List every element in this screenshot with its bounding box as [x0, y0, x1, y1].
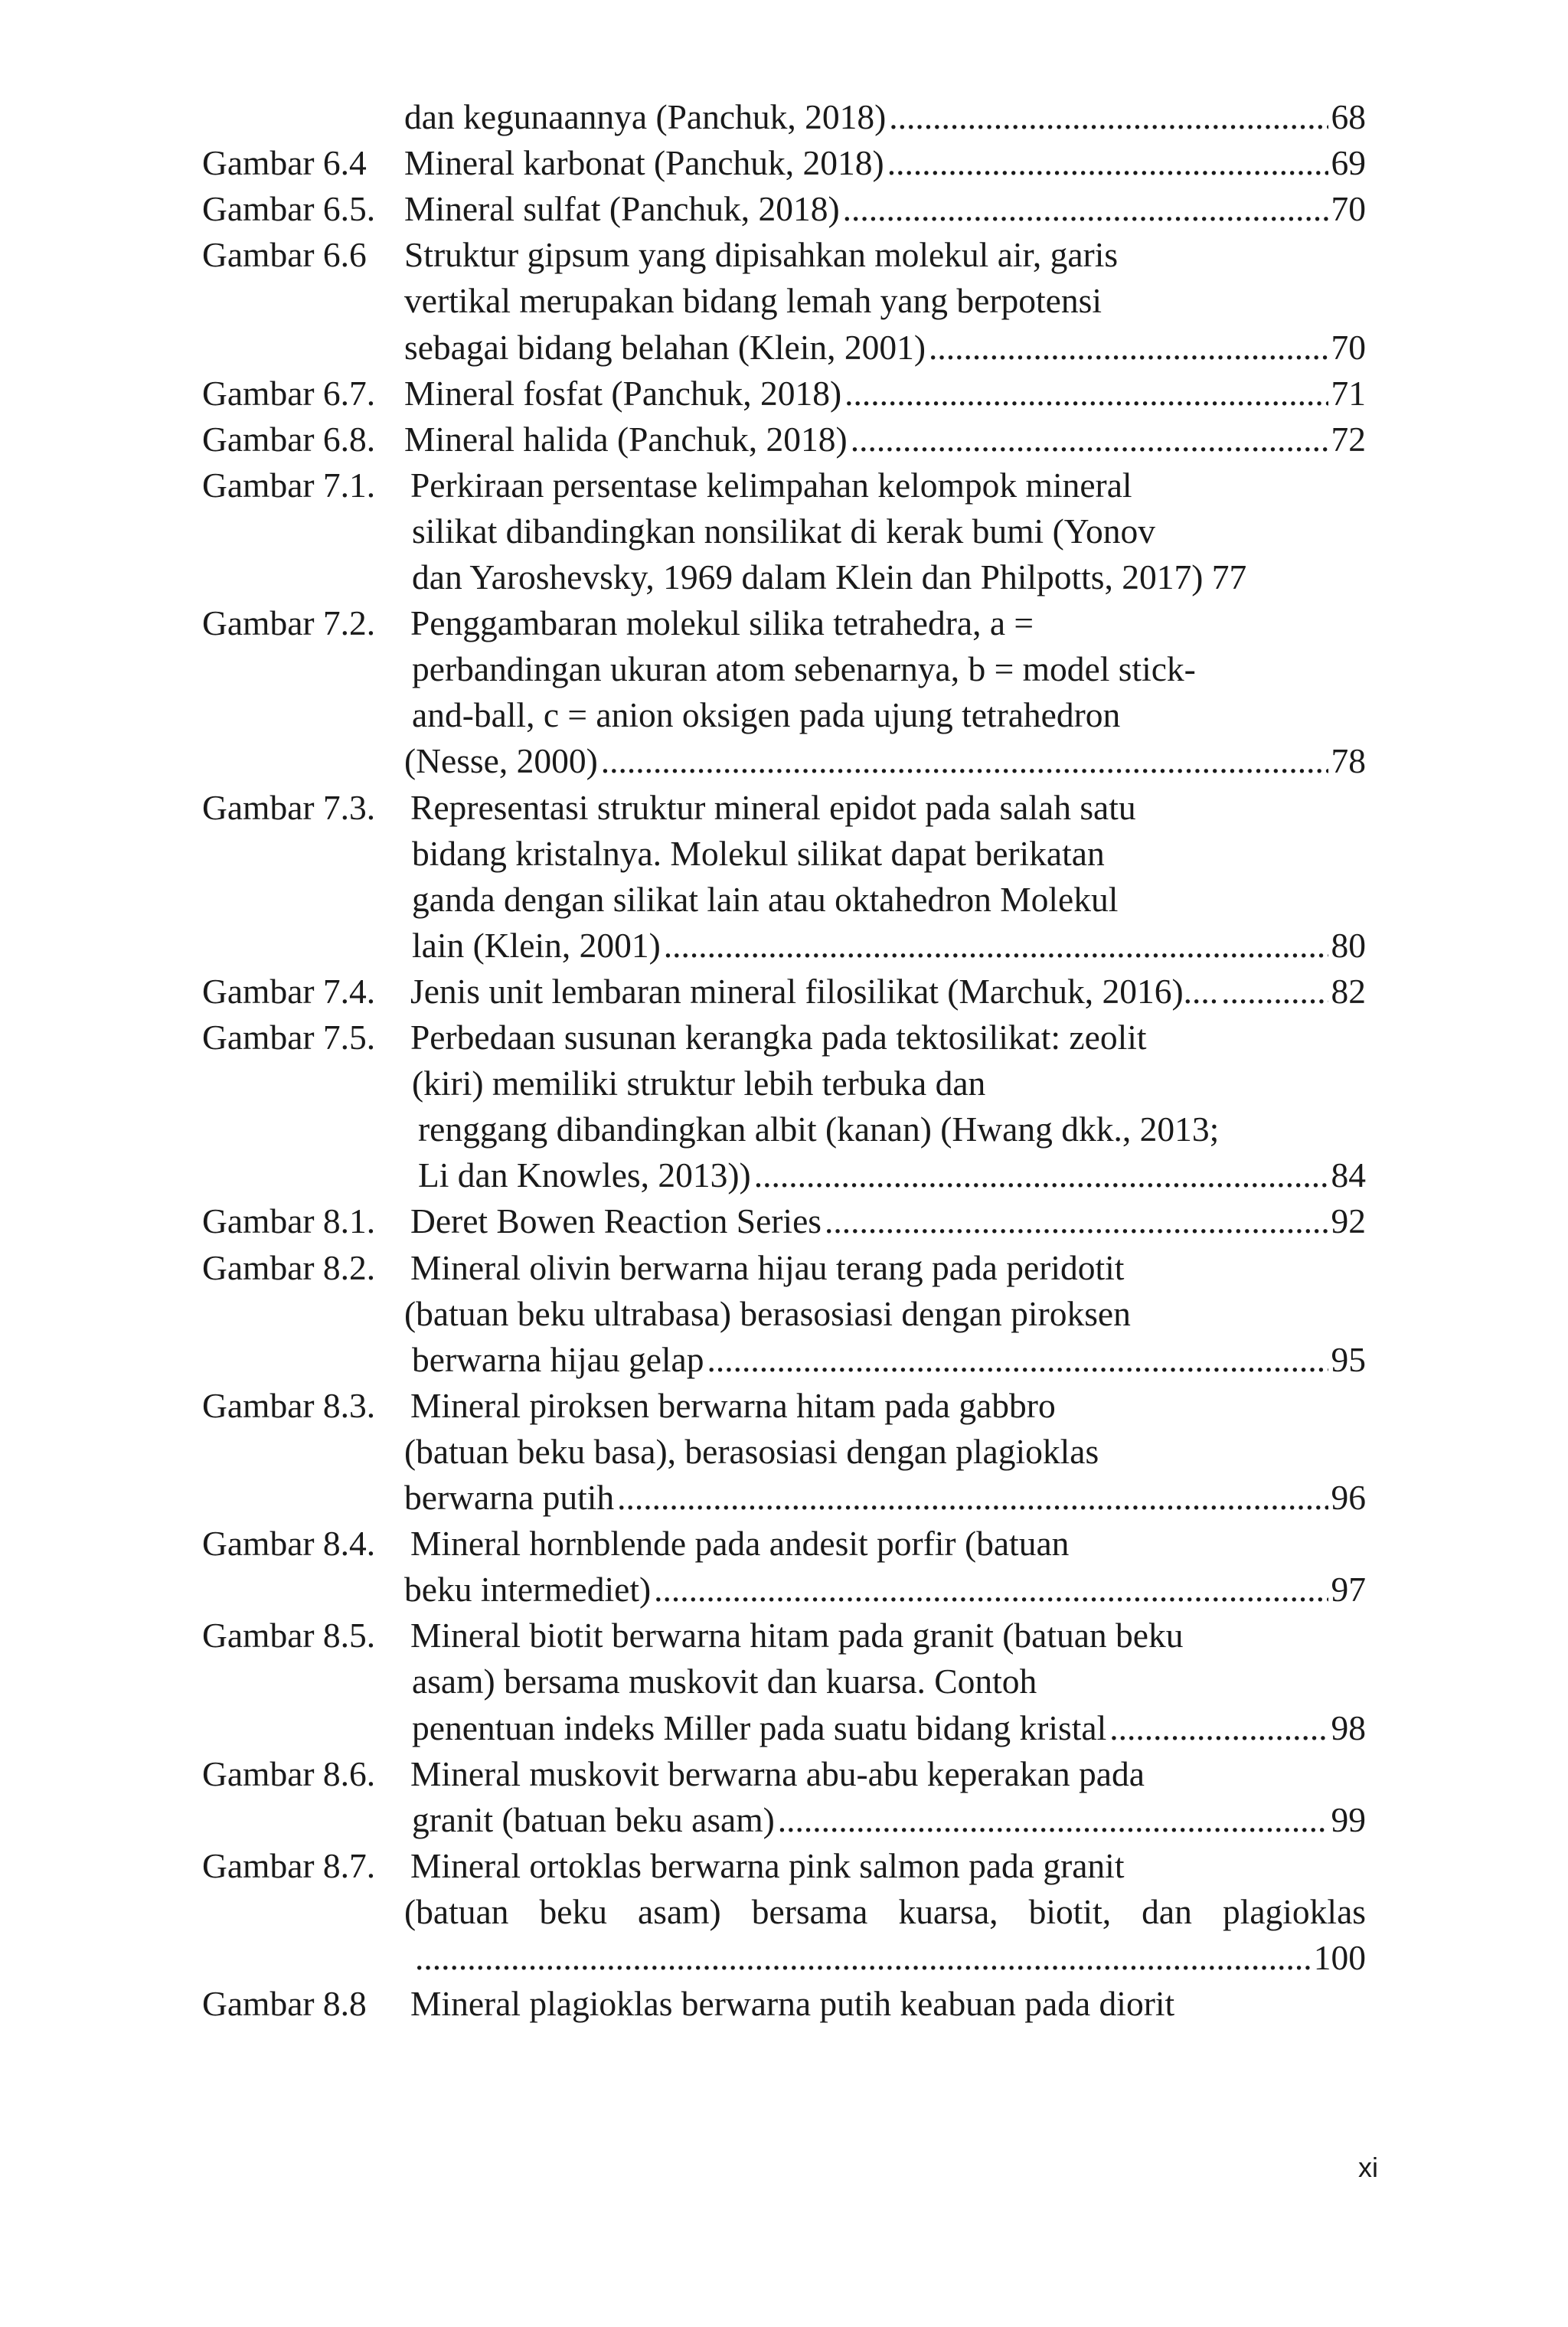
figure-label: Gambar 6.7. [202, 374, 376, 413]
toc-entry-line [202, 786, 1366, 830]
figure-caption: beku intermediet) [404, 1570, 652, 1609]
figure-caption: granit (batuan beku asam) [412, 1800, 775, 1839]
toc-entry-line [202, 1706, 1366, 1750]
toc-entry-line [202, 1430, 1366, 1474]
toc-entry-line [202, 141, 1366, 185]
toc-entry-line [202, 1153, 1366, 1198]
figure-caption: ganda dengan silikat lain atau oktahedron Molekul [412, 880, 1119, 919]
figure-caption: Perkiraan persentase kelimpahan kelompok mineral [410, 466, 1132, 505]
figure-caption: Mineral fosfat (Panchuk, 2018) [404, 374, 842, 413]
page-reference: 98 [1331, 1708, 1366, 1747]
figure-label: Gambar 7.3. [202, 788, 376, 827]
toc-entry-line [202, 1659, 1366, 1704]
page-reference: 71 [1331, 374, 1366, 413]
figure-caption: Mineral muskovit berwarna abu-abu keperakan pada [410, 1754, 1145, 1793]
figure-caption: Mineral karbonat (Panchuk, 2018) [404, 143, 884, 182]
page-reference: 70 [1331, 328, 1366, 367]
dot-leader [415, 1936, 1311, 1980]
toc-entry-line [202, 187, 1366, 231]
figure-caption: Mineral olivin berwarna hijau terang pada peridotit [410, 1248, 1125, 1287]
toc-entry-line [202, 693, 1366, 737]
figure-caption: (batuan beku basa), berasosiasi dengan plagioklas [404, 1432, 1099, 1471]
page-reference: 70 [1331, 189, 1366, 228]
dot-leader [754, 1153, 1328, 1198]
toc-leader-row [410, 969, 1366, 1014]
page-reference: 92 [1331, 1201, 1366, 1240]
toc-entry-line [202, 739, 1366, 783]
toc-leader-row [404, 95, 1366, 139]
figure-label: Gambar 6.6 [202, 235, 367, 274]
figure-label: Gambar 6.8. [202, 420, 376, 459]
figure-caption: Deret Bowen Reaction Series [410, 1201, 822, 1240]
toc-entry-line [202, 1015, 1366, 1060]
toc-entry-line [202, 555, 1366, 600]
page-reference: 69 [1331, 143, 1366, 182]
toc-entry-line [202, 1752, 1366, 1796]
toc-entry-line [202, 325, 1366, 370]
figure-caption: (Nesse, 2000) [404, 741, 598, 780]
toc-entry-line [202, 1338, 1366, 1382]
figure-caption: sebagai bidang belahan (Klein, 2001) [404, 328, 926, 367]
toc-entry-line [202, 1613, 1366, 1658]
toc-leader-row [412, 1338, 1366, 1382]
toc-entry-line [202, 601, 1366, 645]
toc-entry-line [202, 1476, 1366, 1520]
figure-caption: Li dan Knowles, 2013)) [418, 1155, 751, 1195]
figure-label: Gambar 7.5. [202, 1018, 376, 1057]
figure-caption: Mineral halida (Panchuk, 2018) [404, 420, 848, 459]
toc-entry-line [202, 1567, 1366, 1612]
figure-caption: penentuan indeks Miller pada suatu bidang kristal [412, 1708, 1107, 1747]
figure-caption: lain (Klein, 2001) [412, 926, 661, 965]
figure-caption: renggang dibandingkan albit (kanan) (Hwang dkk., 2013; [418, 1110, 1220, 1149]
page-reference: 78 [1331, 741, 1366, 780]
toc-leader-row [412, 1798, 1366, 1842]
toc-entry-line [202, 1890, 1366, 1934]
figure-caption: and-ball, c = anion oksigen pada ujung tetrahedron [412, 695, 1121, 734]
toc-leader-row [412, 1706, 1366, 1750]
toc-entry-line [202, 1521, 1366, 1566]
page-reference: 97 [1331, 1570, 1366, 1609]
toc-leader-row [418, 1153, 1366, 1198]
toc-entry-line [202, 1936, 1366, 1980]
dot-leader [844, 371, 1328, 416]
figure-caption: asam) bersama muskovit dan kuarsa. Contoh [412, 1662, 1037, 1701]
page-reference: 80 [1331, 926, 1366, 965]
figure-caption: Mineral piroksen berwarna hitam pada gabbro [410, 1386, 1056, 1425]
figure-caption: (batuan beku asam) bersama kuarsa, biotit, dan plagioklas [404, 1892, 1366, 1931]
page-reference: 68 [1331, 97, 1366, 136]
figure-caption: Representasi struktur mineral epidot pada salah satu [410, 788, 1136, 827]
toc-leader-row [412, 1936, 1366, 1980]
toc-entry-line [202, 1107, 1366, 1152]
dot-leader [617, 1476, 1328, 1520]
page-reference: 99 [1331, 1800, 1366, 1839]
dot-leader [664, 923, 1328, 968]
toc-entry-line [202, 371, 1366, 416]
figure-caption: silikat dibandingkan nonsilikat di kerak bumi (Yonov [412, 511, 1156, 551]
figure-label: Gambar 8.8 [202, 1984, 367, 2023]
toc-entry-line [202, 1798, 1366, 1842]
toc-leader-row [412, 923, 1366, 968]
figure-label: Gambar 8.1. [202, 1201, 376, 1240]
page-reference: 82 [1331, 972, 1366, 1011]
dot-leader [707, 1338, 1328, 1382]
dot-leader [851, 417, 1328, 462]
toc-leader-row [404, 141, 1366, 185]
toc-leader-row [410, 1199, 1366, 1244]
page-reference: 96 [1331, 1478, 1366, 1517]
dot-leader [601, 739, 1328, 783]
dot-leader [929, 325, 1328, 370]
toc-entry-line [202, 279, 1366, 323]
toc-entry-line [202, 1292, 1366, 1336]
figure-caption: Perbedaan susunan kerangka pada tektosilikat: zeolit [410, 1018, 1147, 1057]
toc-entry-line [202, 647, 1366, 691]
toc-entry-line [202, 1982, 1366, 2026]
toc-entry-line [202, 509, 1366, 554]
dot-leader [778, 1798, 1328, 1842]
toc-entry-line [202, 878, 1366, 922]
toc-leader-row [404, 187, 1366, 231]
dot-leader [889, 95, 1328, 139]
toc-entry-line [202, 95, 1366, 139]
toc-entry-line [202, 417, 1366, 462]
toc-leader-row [404, 325, 1366, 370]
figure-caption: vertikal merupakan bidang lemah yang berpotensi [404, 281, 1102, 320]
dot-leader [1221, 969, 1328, 1014]
toc-leader-row [404, 371, 1366, 416]
toc-leader-row [404, 1476, 1366, 1520]
figure-caption: berwarna putih [404, 1478, 615, 1517]
figure-caption: Mineral ortoklas berwarna pink salmon pada granit [410, 1846, 1125, 1885]
figure-caption: Mineral sulfat (Panchuk, 2018) [404, 189, 840, 228]
figure-caption: Struktur gipsum yang dipisahkan molekul air, garis [404, 235, 1119, 274]
figure-label: Gambar 8.5. [202, 1616, 376, 1655]
dot-leader [825, 1199, 1328, 1244]
figure-caption: Mineral hornblende pada andesit porfir (batuan [410, 1524, 1070, 1563]
figure-caption: Mineral biotit berwarna hitam pada granit (batuan beku [410, 1616, 1184, 1655]
figure-caption: Mineral plagioklas berwarna putih keabuan pada diorit [410, 1984, 1175, 2023]
page-reference: 72 [1331, 420, 1366, 459]
figure-label: Gambar 8.4. [202, 1524, 376, 1563]
dot-leader [1109, 1706, 1328, 1750]
figure-caption: (kiri) memiliki struktur lebih terbuka dan [412, 1064, 986, 1103]
toc-leader-row [404, 417, 1366, 462]
figure-caption: perbandingan ukuran atom sebenarnya, b = model stick- [412, 649, 1196, 688]
toc-entry-line [202, 1384, 1366, 1428]
page-number: xi [1358, 2152, 1378, 2183]
toc-entry-line [202, 233, 1366, 277]
toc-entry-line [202, 969, 1366, 1014]
figure-label: Gambar 6.5. [202, 189, 376, 228]
figure-caption: dan kegunaannya (Panchuk, 2018) [404, 97, 887, 136]
dot-leader [654, 1567, 1328, 1612]
figure-caption: Penggambaran molekul silika tetrahedra, a = [410, 603, 1034, 642]
toc-entry-line [202, 1844, 1366, 1888]
figure-label: Gambar 8.6. [202, 1754, 376, 1793]
toc-entry-line [202, 923, 1366, 968]
figure-label: Gambar 7.2. [202, 603, 376, 642]
figure-label: Gambar 8.7. [202, 1846, 376, 1885]
page-reference: 84 [1331, 1155, 1366, 1195]
figure-caption: dan Yaroshevsky, 1969 dalam Klein dan Philpotts, 2017) 77 [412, 557, 1247, 596]
toc-entry-line [202, 463, 1366, 508]
figure-label: Gambar 7.4. [202, 972, 376, 1011]
toc-leader-row [404, 739, 1366, 783]
dot-leader [843, 187, 1328, 231]
toc-leader-row [404, 1567, 1366, 1612]
toc-entry-line [202, 1199, 1366, 1244]
page-reference: 95 [1331, 1340, 1366, 1379]
figure-caption: berwarna hijau gelap [412, 1340, 704, 1379]
figure-label: Gambar 6.4 [202, 143, 367, 182]
page-reference: 100 [1313, 1938, 1366, 1977]
toc-entry-line [202, 832, 1366, 876]
figure-caption: (batuan beku ultrabasa) berasosiasi dengan piroksen [404, 1294, 1131, 1333]
toc-entry-line [202, 1246, 1366, 1290]
figure-label: Gambar 7.1. [202, 466, 376, 505]
dot-leader [887, 141, 1328, 185]
figure-caption: bidang kristalnya. Molekul silikat dapat berikatan [412, 834, 1105, 873]
toc-entry-line [202, 1061, 1366, 1106]
figure-caption: Jenis unit lembaran mineral filosilikat (Marchuk, 2016).... [410, 972, 1219, 1011]
figure-label: Gambar 8.2. [202, 1248, 376, 1287]
figure-label: Gambar 8.3. [202, 1386, 376, 1425]
